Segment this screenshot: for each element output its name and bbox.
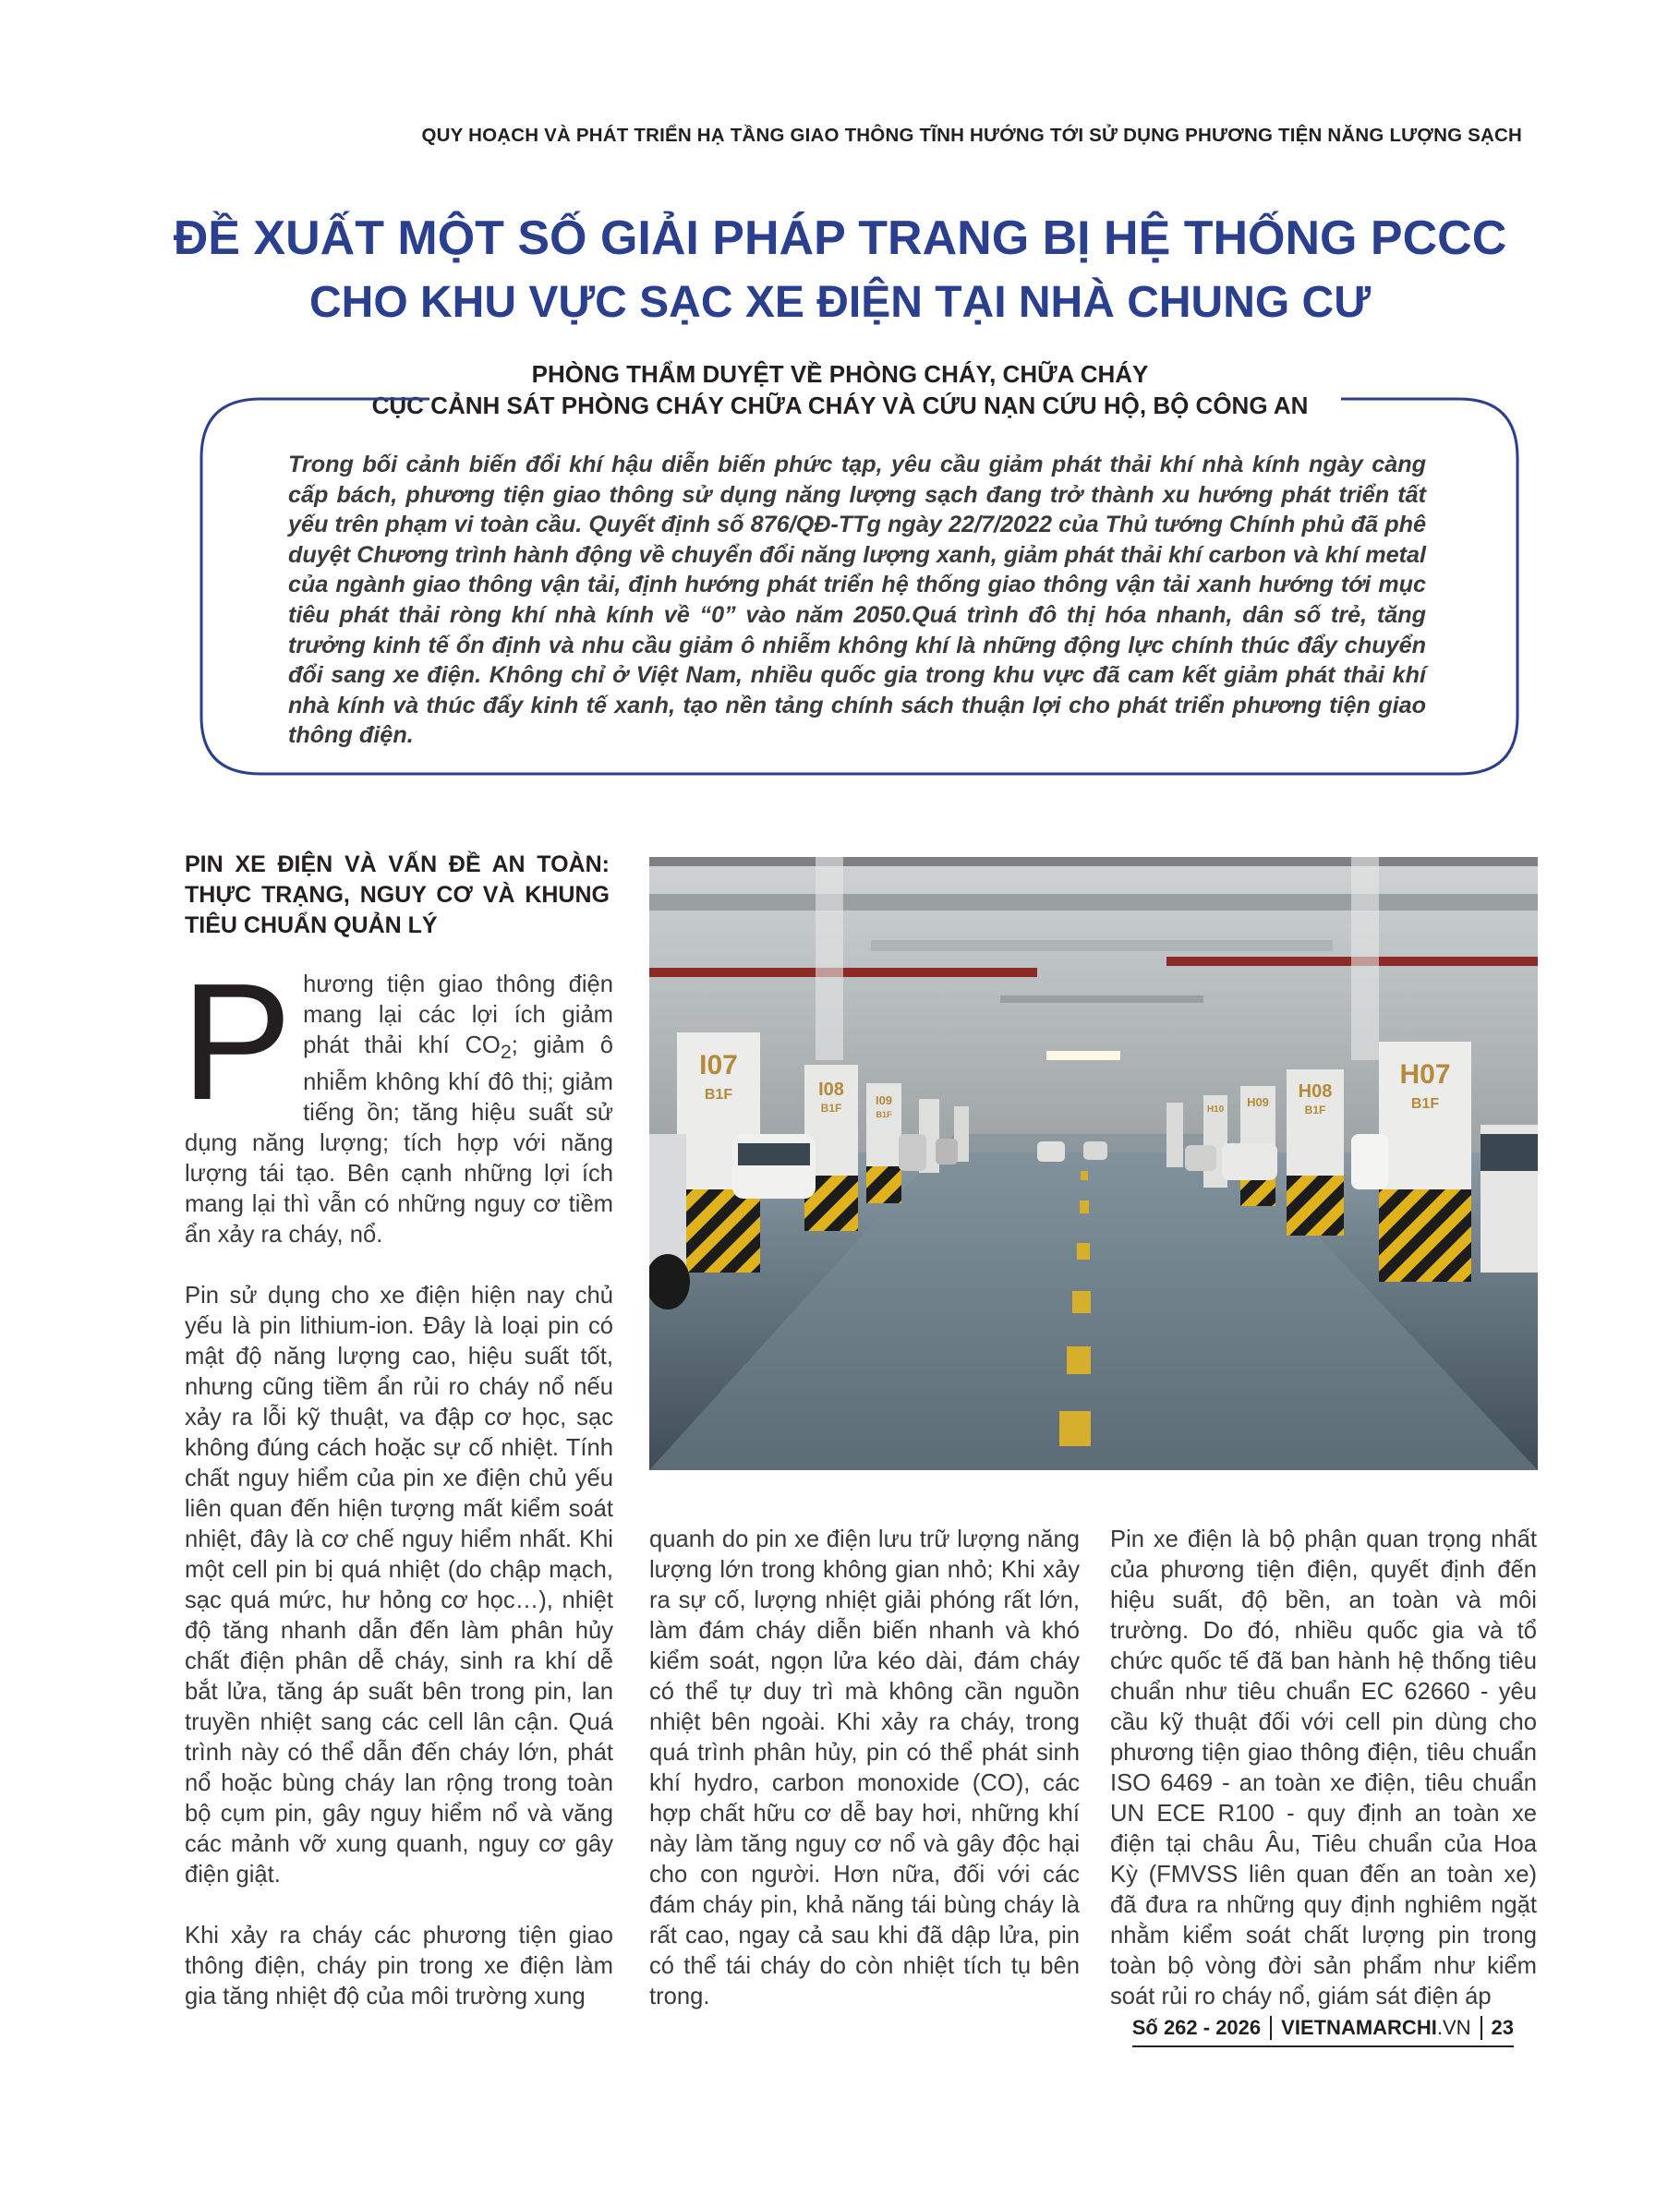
svg-text:B1F: B1F [1304,1104,1326,1116]
parking-garage-photo [649,857,1538,1470]
footer-divider-2 [1481,2016,1482,2040]
footer-rule [1132,2045,1514,2047]
article-title-line-1: ĐỀ XUẤT MỘT SỐ GIẢI PHÁP TRANG BỊ HỆ THỐNG PCCC [173,211,1507,265]
svg-text:B1F: B1F [820,1102,842,1115]
footer-divider [1270,2016,1272,2040]
svg-text:H07: H07 [1399,1059,1451,1090]
running-header: QUY HOẠCH VÀ PHÁT TRIỂN HẠ TẦNG GIAO THÔNG TĨNH HƯỚNG TỚI SỬ DỤNG PHƯƠNG TIỆN NĂNG LƯỢNG SẠCH [421,125,1522,146]
svg-text:H10: H10 [1206,1104,1225,1115]
svg-text:B1F: B1F [704,1087,733,1103]
paragraph-1-text-cont: ; giảm ô nhiễm không khí đô thị; giảm tiếng ồn; tăng hiệu suất sử dụng năng lượng; tích hợp với năng lượng tái tạo. Bên cạnh những lợi ích mang lại thì vẫn có những nguy cơ tiềm ẩn xảy ra cháy, nổ. [185,1032,613,1249]
svg-text:H08: H08 [1298,1081,1333,1102]
body-paragraph-2: Pin sử dụng cho xe điện hiện nay chủ yếu là pin lithium-ion. Đây là loại pin có mật độ năng lượng cao, hiệu suất tốt, nhưng cũng tiềm ẩn rủi ro cháy nổ nếu xảy ra lỗi kỹ thuật, va đập cơ học, sạc không đúng cách hoặc sự cố nhiệt. Tính chất nguy hiểm của pin xe điện chủ yếu liên quan đến hiện tượng mất kiểm soát nhiệt, đây là cơ chế nguy hiểm nhất. Khi một cell pin bị quá nhiệt (do chập mạch, sạc quá mức, hư hỏng cơ học…), nhiệt độ tăng nhanh dẫn đến làm phân hủy chất điện phân dễ cháy, sinh ra khí dễ bắt lửa, tăng áp suất bên trong pin, lan truyền nhiệt sang các cell lân cận. Quá trình này có thể dẫn đến cháy lớn, phát nổ hoặc bùng cháy lan rộng trong toàn bộ cụm pin, gây nguy hiểm nổ và văng các mảnh vỡ xung quanh, nguy cơ gây điện giật. [185,1283,613,1888]
svg-text:B1F: B1F [1410,1096,1440,1112]
body-paragraph-1 [181,949,613,1250]
body-column-2: quanh do pin xe điện lưu trữ lượng năng lượng lớn trong không gian nhỏ; Khi xảy ra sự cố, lượng nhiệt giải phóng rất lớn, làm đám cháy diễn biến nhanh và khó kiểm soát, ngọn lửa kéo dài, đám cháy có thể tự duy trì mà không cần nguồn nhiệt bên ngoài. Khi xảy ra cháy, trong quá trình phân hủy, pin có thể phát sinh khí hydro, carbon monoxide (CO), các hợp chất hữu cơ dễ bay hơi, những khí này làm tăng nguy cơ nổ và gây độc hại cho con người. Hơn nữa, đối với các đám cháy pin, khả năng tái bùng cháy là rất cao, ngay cả sau khi đã dập lửa, pin có thể tái cháy do còn nhiệt tích tụ bên trong. [649,1526,1080,2009]
svg-text:I08: I08 [818,1080,844,1100]
svg-text:I07: I07 [699,1050,738,1080]
body-column-1 [181,949,613,2012]
page-footer [1132,2016,1514,2040]
svg-text:B1F: B1F [876,1110,892,1119]
co2-subscript: 2 [500,1041,512,1064]
section-heading: PIN XE ĐIỆN VÀ VẤN ĐỀ AN TOÀN: THỰC TRẠNG, NGUY CƠ VÀ KHUNG TIÊU CHUẨN QUẢN LÝ [185,851,610,938]
body-paragraph-3: Khi xảy ra cháy các phương tiện giao thông điện, cháy pin trong xe điện làm gia tăng nhiệt độ của môi trường xung [185,1923,613,2010]
paragraph-1-text: hương tiện giao thông điện mang lại các lợi ích giảm phát thải khí CO [303,971,613,1058]
svg-text:I09: I09 [875,1093,893,1107]
svg-text:H09: H09 [1247,1095,1269,1109]
article-title-line-2: CHO KHU VỰC SẠC XE ĐIỆN TẠI NHÀ CHUNG CƯ [308,278,1372,327]
body-column-3: Pin xe điện là bộ phận quan trọng nhất của phương tiện điện, quyết định đến hiệu suất, độ bền, an toàn và môi trường. Do đó, nhiều quốc gia và tổ chức quốc tế đã ban hành hệ thống tiêu chuẩn như tiêu chuẩn EC 62660 - yêu cầu kỹ thuật đối với cell pin dùng cho phương tiện giao thông điện, tiêu chuẩn ISO 6469 - an toàn xe điện, tiêu chuẩn UN ECE R100 - quy định an toàn xe điện tại châu Âu, Tiêu chuẩn của Hoa Kỳ (FMVSS liên quan đến an toàn xe) đã đưa ra những quy định nghiêm ngặt nhằm kiểm soát chất lượng pin trong toàn bộ vòng đời sản phẩm như kiểm soát rủi ro cháy nổ, giám sát điện áp [1110,1526,1537,2009]
issue-number: Số 262 - 2026 [1131,2016,1262,2039]
author-department: PHÒNG THẨM DUYỆT VỀ PHÒNG CHÁY, CHỮA CHÁY [531,360,1149,388]
parking-garage-illustration [649,857,1538,1470]
site-suffix: .VN [1436,2016,1471,2039]
page-number: 23 [1491,2016,1514,2039]
author-agency: CỤC CẢNH SÁT PHÒNG CHÁY CHỮA CHÁY VÀ CỨU NẠN CỨU HỘ, BỘ CÔNG AN [371,392,1309,419]
drop-cap: P [181,949,293,1135]
site-name: VIETNAMARCHI [1281,2016,1437,2039]
abstract-text: Trong bối cảnh biến đổi khí hậu diễn biến phức tạp, yêu cầu giảm phát thải khí nhà kính ngày càng cấp bách, phương tiện giao thông sử dụng năng lượng sạch đang trở thành xu hướng phát triển tất yếu trên phạm vi toàn cầu. Quyết định số 876/QĐ-TTg ngày 22/7/2022 của Thủ tướng Chính phủ đã phê duyệt Chương trình hành động về chuyển đổi năng lượng xanh, giảm phát thải khí carbon và khí metal của ngành giao thông vận tải, định hướng phát triển hệ thống giao thông vận tải xanh hướng tới mục tiêu phát thải ròng khí nhà kính về “0” vào năm 2050.Quá trình đô thị hóa nhanh, dân số trẻ, tăng trưởng kinh tế ổn định và nhu cầu giảm ô nhiễm không khí là những động lực chính thúc đẩy chuyển đổi sang xe điện. Không chỉ ở Việt Nam, nhiều quốc gia trong khu vực đã cam kết giảm phát thải khí nhà kính và thúc đẩy kinh tế xanh, tạo nền tảng chính sách thuận lợi cho phát triển phương tiện giao thông điện. [288,452,1426,749]
